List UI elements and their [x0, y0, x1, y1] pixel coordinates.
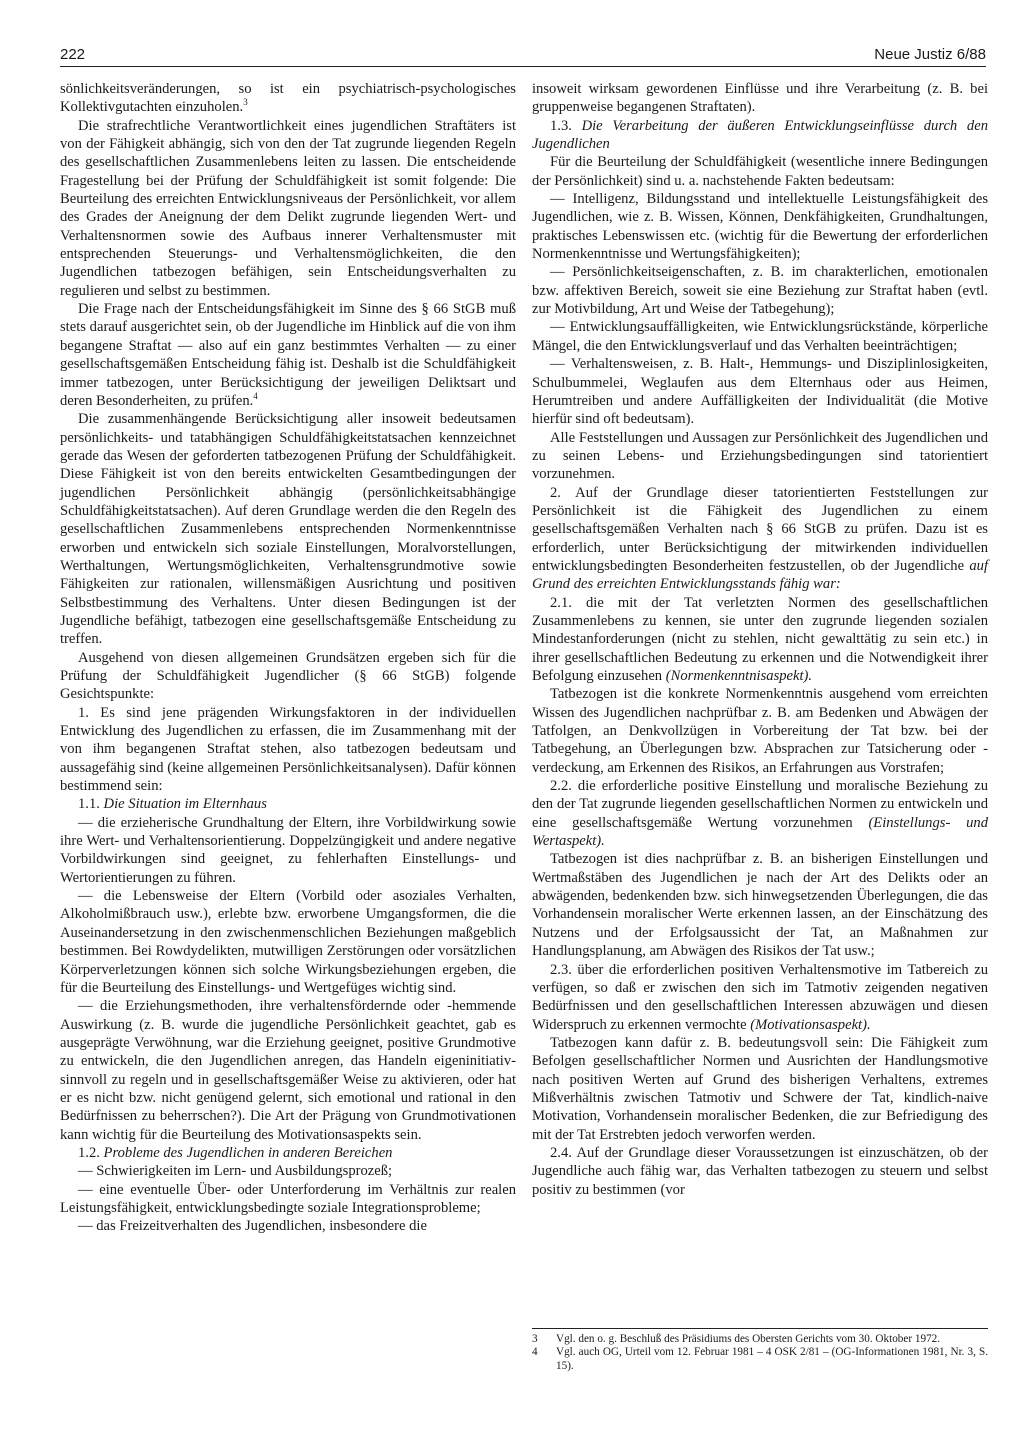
section-number: 1.3.	[550, 117, 582, 134]
paragraph-text: — die Erziehungsmethoden, ihre verhaltensfördernde oder -hemmende Auswirkung (z. B. wurde die jugendliche Persönlichkeit geachtet, gab es ausgeprägte Verwöhnung, war die Erziehung geeignet, positive Grundmotive zu entwickeln, die den Jugendlichen anregen, das Handeln eigeninitiativ-sinnvoll zu regeln und in gesellschaftsgemäßer Weise zu aktivieren, oder hat er es nicht bzw. nicht genügend gelernt, sich emotional und rational in den Bedürfnissen zu beherrschen?). Die Art der Prägung von Grundmotivationen kann wichtig für die Beurteilung des Motivationsaspekts sein.	[60, 998, 516, 1143]
paragraph	[532, 190, 988, 263]
paragraph	[60, 814, 516, 887]
paragraph-text: Die zusammenhängende Berücksichtigung aller insoweit bedeutsamen persönlichkeits- und tatabhängigen Schuldfähigkeitstatsachen kennzeichnet gerade das Wesen der geforderten tatbezogenen Prüfung der Schuldfähigkeit. Diese Fähigkeit ist von den bereits entwickelten Gesamtbedingungen der jugendlichen Persönlichkeit abhängig (persönlichkeitsabhängige Schuldfähigkeitstatsachen). Auf deren Grundlage werden die den Regeln des gesellschaftlichen Zusammenlebens entsprechenden Normenkenntnisse erworben und entwickeln sich soziale Einstellungen, Moralvorstellungen, Werthaltungen, Wertungsmöglichkeiten, Verhaltensgrundmotive sowie Fähigkeiten zur rationalen, willensmäßigen Ausrichtung und positiven Selbstbestimmung des Verhaltens. Unter diesen Bedingungen ist der Jugendliche befähigt, tatbezogen eine gesellschaftsgemäße Entscheidung zu treffen.	[60, 411, 516, 648]
footnote-ref: 4	[253, 390, 258, 401]
section-number: 1.1.	[78, 796, 104, 813]
paragraph-text: 2.3. über die erforderlichen positiven Verhaltensmotive im Tatbereich zu verfügen, so daß er zwischen den sich im Tatmotiv zeigenden negativen Bedürfnissen und den gesellschaftlichen Interessen abzuwägen und diesen Widerspruch zu erkennen vermochte	[532, 961, 988, 1033]
paragraph	[60, 649, 516, 704]
emphasis-text: (Einstellungs- und Wertaspekt).	[532, 814, 988, 850]
paragraph-text: — Entwicklungsauffälligkeiten, wie Entwicklungsrückstände, körperliche Mängel, die den Entwicklungsverlauf und das Verhalten beeinträchtigen;	[532, 319, 988, 354]
paragraph	[60, 997, 516, 1144]
emphasis-text: auf Grund des erreichten Entwicklungsstands fähig war:	[532, 557, 988, 593]
paragraph-text: 2. Auf der Grundlage dieser tatorientierten Feststellungen zur Persönlichkeit ist die Fähigkeit des Jugendlichen zu einem gesellschaftsgemäßen Verhalten nach § 66 StGB zu prüfen. Dazu ist es erforderlich, unter Berücksichtigung der mitwirkenden individuellen entwicklungsbedingten Besonderheiten festzustellen, ob der Jugendliche	[532, 484, 988, 574]
paragraph	[532, 153, 988, 190]
paragraph-text: 1. Es sind jene prägenden Wirkungsfaktoren in der individuellen Entwicklung des Jugendlichen zu erfassen, die im Zusammenhang mit der von ihm begangenen Straftat stehen, also tatbezogen bedeutsam und aussagefähig sind (keine allgemeinen Persönlichkeitsanalysen). Dafür können bestimmend sein:	[60, 704, 516, 795]
paragraph-text: — Persönlichkeitseigenschaften, z. B. im charakterlichen, emotionalen bzw. affektiven Bereich, soweit sie eine Beziehung zur Straftat haben (evtl. zur Motivbildung, Art und Weise der Tatbegehung);	[532, 264, 988, 318]
paragraph	[532, 484, 988, 594]
paragraph-text: Alle Feststellungen und Aussagen zur Persönlichkeit des Jugendlichen und zu seinen Lebens- und Erziehungsbedingungen sind tatorientiert vorzunehmen.	[532, 429, 988, 483]
paragraph	[532, 429, 988, 484]
paragraph	[532, 594, 988, 686]
paragraph-text: — das Freizeitverhalten des Jugendlichen, insbesondere die	[78, 1218, 427, 1235]
emphasis-text: (Motivationsaspekt).	[750, 1016, 871, 1033]
paragraph-text: — Intelligenz, Bildungsstand und intellektuelle Leistungsfähigkeit des Jugendlichen, wie z. B. Wissen, Können, Denkfähigkeiten, Grundhaltungen, praktisches Lebenswissen etc. (wichtig für die Bewertung der erforderlichen Normenkenntnisse und Wertungsfähigkeiten);	[532, 191, 988, 263]
paragraph	[532, 961, 988, 1034]
footnote-number: 4	[532, 1346, 538, 1359]
paragraph	[60, 1162, 516, 1180]
paragraph	[60, 1181, 516, 1218]
paragraph-text: — Verhaltensweisen, z. B. Halt-, Hemmungs- und Disziplinlosigkeiten, Schulbummelei, Weglaufen aus dem Elternhaus oder aus Heimen, Herumtreiben und andere Auffälligkeiten der Individualität (die Motive hierfür sind oft bedeutsam).	[532, 356, 988, 428]
emphasis-text: Probleme des Jugendlichen in anderen Bereichen	[103, 1144, 393, 1161]
paragraph	[60, 410, 516, 648]
footnote-ref: 3	[243, 97, 248, 108]
paragraph-text: Die Frage nach der Entscheidungsfähigkeit im Sinne des § 66 StGB muß stets darauf ausgerichtet sein, ob der Jugendliche im Hinblick auf die von ihm begangene Straftat — also auf ein ganz bestimmtes Verhalten — zu einer gesellschaftsgemäßen Entscheidung fähig ist. Deshalb ist die Schuldfähigkeit immer tatbezogen, unter Berücksichtigung der jeweiligen Deliktsart und deren Besonderheiten, zu prüfen.	[60, 301, 516, 409]
paragraph	[60, 117, 516, 300]
paragraph	[532, 685, 988, 777]
paragraph	[60, 80, 516, 117]
footnote	[532, 1346, 988, 1373]
right-column	[532, 80, 988, 1199]
paragraph	[532, 263, 988, 318]
paragraph-text: 2.2. die erforderliche positive Einstellung und moralische Beziehung zu den der Tat zugrunde liegenden gesellschaftlichen Normen zu entwickeln und eine gesellschaftsgemäße Wertung vorzunehmen	[532, 778, 988, 831]
paragraph	[60, 887, 516, 997]
paragraph	[60, 1217, 516, 1235]
paragraph-text: — eine eventuelle Über- oder Unterforderung im Verhältnis zur realen Leistungsfähigkeit, entwicklungsbedingte soziale Integrationsprobleme;	[60, 1181, 516, 1216]
footnote-text: Vgl. den o. g. Beschluß des Präsidiums des Obersten Gerichts vom 30. Oktober 1972.	[556, 1333, 941, 1345]
footnotes	[532, 1328, 988, 1373]
paragraph-text: Tatbezogen ist dies nachprüfbar z. B. an bisherigen Einstellungen und Wertmaßstäben des Jugendlichen je nach der Art des Delikts oder an abwägenden, bedenkenden bzw. sich hinwegsetzenden Überlegungen, die das Vorhandensein moralischer Werte erkennen lassen, an der Einschätzung des Nutzens und der Erfolgsaussicht der Tat, an Maßnahmen zur Handlungsplanung, am Abwägen des Risikos der Tat usw.;	[532, 851, 988, 960]
paragraph	[532, 80, 988, 117]
paragraph-text: Tatbezogen kann dafür z. B. bedeutungsvoll sein: Die Fähigkeit zum Befolgen gesellschaftlicher Normen und Ausrichten der Handlungsmotive nach positiven Werten auf Grund des bisherigen Verhaltens, extremes Mißverhältnis zwischen Tatmotiv und Schwere der Tat, kindlich-naive Motivation, Vorhandensein moralischer Bedenken, die zur Befriedigung des mit der Tat Erstrebten jedoch verworfen werden.	[532, 1034, 988, 1143]
left-column	[60, 80, 516, 1236]
emphasis-text: Die Verarbeitung der äußeren Entwicklungseinflüsse durch den Jugendlichen	[532, 117, 988, 153]
paragraph	[532, 318, 988, 355]
footnote-number: 3	[532, 1333, 538, 1345]
paragraph-text: Die strafrechtliche Verantwortlichkeit eines jugendlichen Straftäters ist von der Fähigkeit abhängig, sich von den der Tat zugrunde liegenden Regeln des gesellschaftlichen Zusammenlebens leiten zu lassen. Die entscheidende Fragestellung bei der Prüfung der Schuldfähigkeit ist somit folgende: Die Beurteilung des erreichten Entwicklungsniveaus der Persönlichkeit, vor allem des Grades der Aneignung der dem Delikt zugrunde liegenden Wert- und Verhaltensnormen sowie des Aufbaus innerer Verhaltensmuster mit entsprechenden Steuerungs- und Verhaltensmöglichkeiten, die den Jugendlichen tatbezogen befähigen, sein Entscheidungsverhalten zu regulieren und selbst zu bestimmen.	[60, 117, 516, 299]
paragraph-text: 2.4. Auf der Grundlage dieser Voraussetzungen ist einzuschätzen, ob der Jugendliche auch fähig war, das Verhalten tatbezogen zu steuern und selbst positiv zu bestimmen (vor	[532, 1144, 988, 1198]
paragraph-text: sönlichkeitsveränderungen, so ist ein psychiatrisch-psychologisches Kollektivgutachten einzuholen.	[60, 81, 516, 116]
journal-issue: Neue Justiz 6/88	[874, 46, 986, 63]
page-header	[60, 44, 986, 67]
emphasis-text: (Normenkenntnisaspekt).	[665, 668, 813, 684]
paragraph	[532, 117, 988, 154]
paragraph-text: insoweit wirksam gewordenen Einflüsse und ihre Verarbeitung (z. B. bei gruppenweise begangenen Straftaten).	[532, 81, 988, 116]
paragraph	[60, 1144, 516, 1162]
emphasis-text: Die Situation im Elternhaus	[103, 796, 267, 813]
paragraph	[60, 300, 516, 410]
footnote-text: Vgl. auch OG, Urteil vom 12. Februar 1981 – 4 OSK 2/81 – (OG-Informationen 1981, Nr. 3, S. 15).	[556, 1346, 988, 1372]
paragraph-text: 2.1. die mit der Tat verletzten Normen des gesellschaftlichen Zusammenlebens zu kennen, sie unter den zugrunde liegenden sozialen Mindestanforderungen (nicht zu stehlen, nicht gewalttätig zu sein etc.) in ihrer gesellschaftlichen Bedeutung zu erkennen und die Notwendigkeit ihrer Befolgung einzusehen	[532, 594, 988, 684]
paragraph-text: — die Lebensweise der Eltern (Vorbild oder asoziales Verhalten, Alkoholmißbrauch usw.), erlebte bzw. erworbene Umgangsformen, die die Auseinandersetzung in den zwischenmenschlichen Beziehungen maßgeblich bestimmen. Bei Rowdydelikten, mutwilligen Zerstörungen oder vorsätzlichen Körperverletzungen können sich solche Wirkungsbeziehungen ergeben, die für die Beurteilung des Einstellungs- und Wertgefüges wichtig sind.	[60, 888, 516, 996]
paragraph	[532, 850, 988, 960]
paragraph	[532, 355, 988, 428]
paragraph-text: — die erzieherische Grundhaltung der Eltern, ihre Vorbildwirkung sowie ihre Wert- und Verhaltensorientierung. Doppelzüngigkeit und andere negative Vorbildwirkungen sind geeignet, zu fehlerhaften Einstellungs- und Wertorientierungen zu führen.	[60, 814, 516, 886]
paragraph-text: — Schwierigkeiten im Lern- und Ausbildungsprozeß;	[78, 1163, 393, 1180]
paragraph-text: Ausgehend von diesen allgemeinen Grundsätzen ergeben sich für die Prüfung der Schuldfähigkeit Jugendlicher (§ 66 StGB) folgende Gesichtspunkte:	[60, 649, 516, 703]
page-number: 222	[60, 46, 86, 63]
paragraph	[532, 777, 988, 850]
paragraph	[532, 1034, 988, 1144]
paragraph	[60, 795, 516, 813]
paragraph	[532, 1144, 988, 1199]
paragraph-text: Für die Beurteilung der Schuldfähigkeit (wesentliche innere Bedingungen der Persönlichkeit) sind u. a. nachstehende Fakten bedeutsam:	[532, 154, 988, 189]
paragraph	[60, 704, 516, 796]
paragraph-text: Tatbezogen ist die konkrete Normenkenntnis ausgehend vom erreichten Wissen des Jugendlichen nachprüfbar z. B. am Bedenken und Abwägen der Tatfolgen, an Denkvollzügen in Vorbereitung der Tat bzw. bei der Tatbegehung, an Überlegungen bzw. Absprachen zur Tatsicherung oder -verdeckung, am Erkennen des Risikos, an Erfahrungen aus Vorstrafen;	[532, 686, 988, 776]
footnote	[532, 1333, 988, 1346]
section-number: 1.2.	[78, 1144, 104, 1161]
